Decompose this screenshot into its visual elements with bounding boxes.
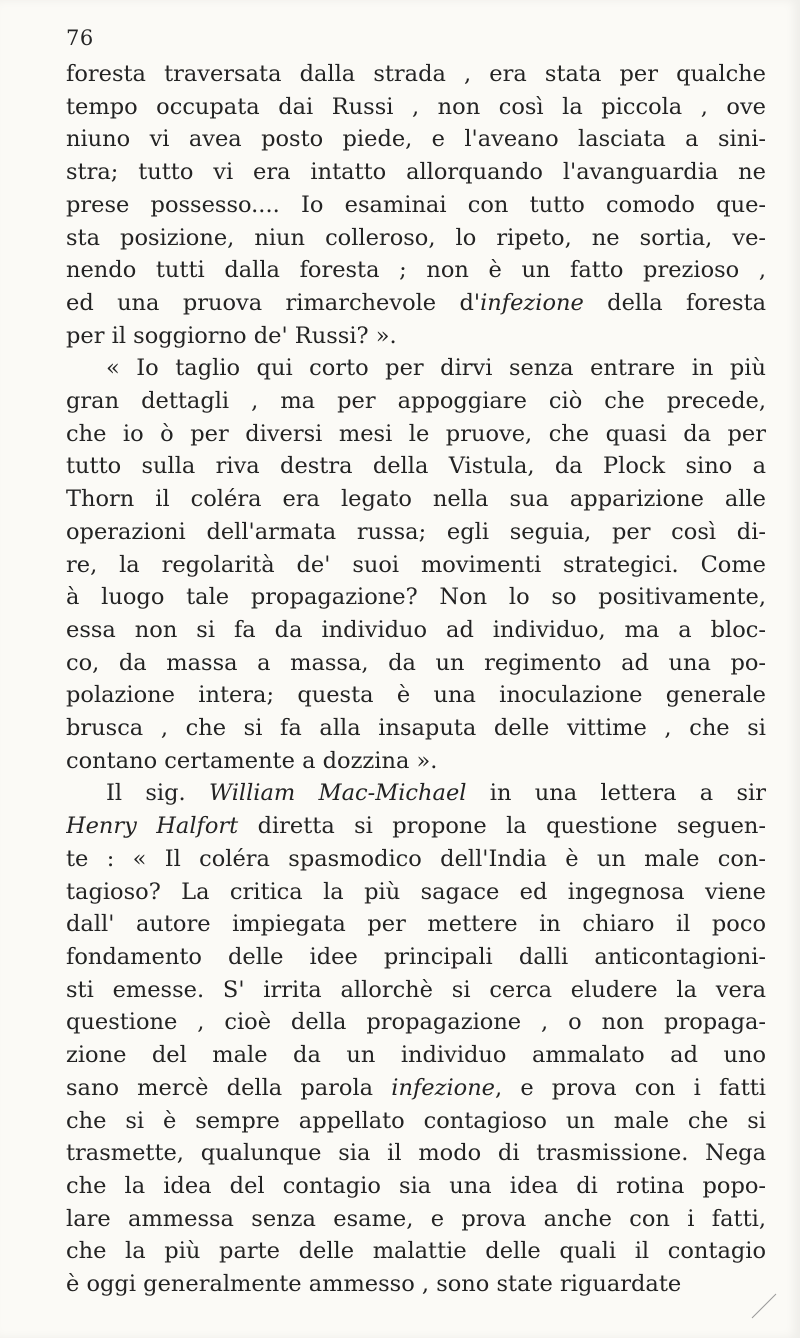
- text-line: che la più parte delle malattie delle quali il contagio: [66, 1238, 766, 1265]
- text-line: che io ò per diversi mesi le pruove, che quasi da per: [66, 420, 766, 447]
- text-line: polazione intera; questa è una inoculazione generale: [66, 682, 766, 709]
- text-line: questione , cioè della propagazione , o non propaga-: [66, 1009, 766, 1036]
- text-line: essa non si fa da individuo ad individuo, ma a bloc-: [66, 616, 766, 643]
- text-line: nendo tutti dalla foresta ; non è un fatto prezioso ,: [66, 257, 766, 284]
- pencil-mark-icon: [748, 1290, 778, 1320]
- text-line: Il sig. William Mac-Michael in una lettera a sir: [106, 780, 766, 807]
- text-line: « Io taglio qui corto per dirvi senza entrare in più: [106, 355, 766, 382]
- text-line: per il soggiorno de' Russi? ».: [66, 322, 397, 349]
- text-line: à luogo tale propagazione? Non lo so positivamente,: [66, 584, 766, 611]
- text-line: operazioni dell'armata russa; egli seguia, per così di-: [66, 518, 766, 545]
- text-line: fondamento delle idee principali dalli anticontagioni-: [66, 943, 766, 970]
- text-line: tempo occupata dai Russi , non così la piccola , ove: [66, 93, 766, 120]
- text-line: gran dettagli , ma per appoggiare ciò che precede,: [66, 388, 766, 415]
- text-line: prese possesso.... Io esaminai con tutto comodo que-: [66, 191, 766, 218]
- text-line: contano certamente a dozzina ».: [66, 747, 438, 774]
- paragraph: [66, 352, 766, 777]
- paragraph: [66, 58, 766, 352]
- text-line: Henry Halfort diretta si propone la questione seguen-: [66, 813, 766, 840]
- text-line: che la idea del contagio sia una idea di rotina popo-: [66, 1172, 766, 1199]
- text-line: stra; tutto vi era intatto allorquando l'avanguardia ne: [66, 159, 766, 186]
- text-line: lare ammessa senza esame, e prova anche con i fatti,: [66, 1205, 766, 1232]
- text-line: ed una pruova rimarchevole d'infezione della foresta: [66, 289, 766, 316]
- text-line: è oggi generalmente ammesso , sono state riguardate: [66, 1271, 682, 1298]
- text-line: tutto sulla riva destra della Vistula, da Plock sino a: [66, 453, 766, 480]
- text-line: foresta traversata dalla strada , era stata per qualche: [66, 61, 766, 87]
- text-line: sta posizione, niun colleroso, lo ripeto, ne sortia, ve-: [66, 224, 766, 251]
- text-line: sti emesse. S' irrita allorchè si cerca eludere la vera: [66, 976, 766, 1003]
- text-line: dall' autore impiegata per mettere in chiaro il poco: [66, 911, 766, 938]
- text-line: che si è sempre appellato contagioso un male che si: [66, 1107, 766, 1134]
- text-line: brusca , che si fa alla insaputa delle vittime , che si: [66, 715, 766, 742]
- text-line: zione del male da un individuo ammalato ad uno: [66, 1042, 766, 1069]
- text-line: te : « Il coléra spasmodico dell'India è un male con-: [66, 845, 766, 872]
- paragraph: [66, 777, 766, 1300]
- text-line: Thorn il coléra era legato nella sua apparizione alle: [66, 486, 766, 513]
- text-line: niuno vi avea posto piede, e l'aveano lasciata a sini-: [66, 126, 766, 153]
- text-line: re, la regolarità de' suoi movimenti strategici. Come: [66, 551, 766, 578]
- text-line: sano mercè della parola infezione, e prova con i fatti: [66, 1074, 766, 1101]
- text-line: tagioso? La critica la più sagace ed ingegnosa viene: [66, 878, 766, 905]
- text-line: co, da massa a massa, da un regimento ad una po-: [66, 649, 766, 676]
- text-line: trasmette, qualunque sia il modo di trasmissione. Nega: [66, 1140, 766, 1167]
- body-text: [66, 58, 766, 1301]
- page-number: 76: [66, 26, 94, 50]
